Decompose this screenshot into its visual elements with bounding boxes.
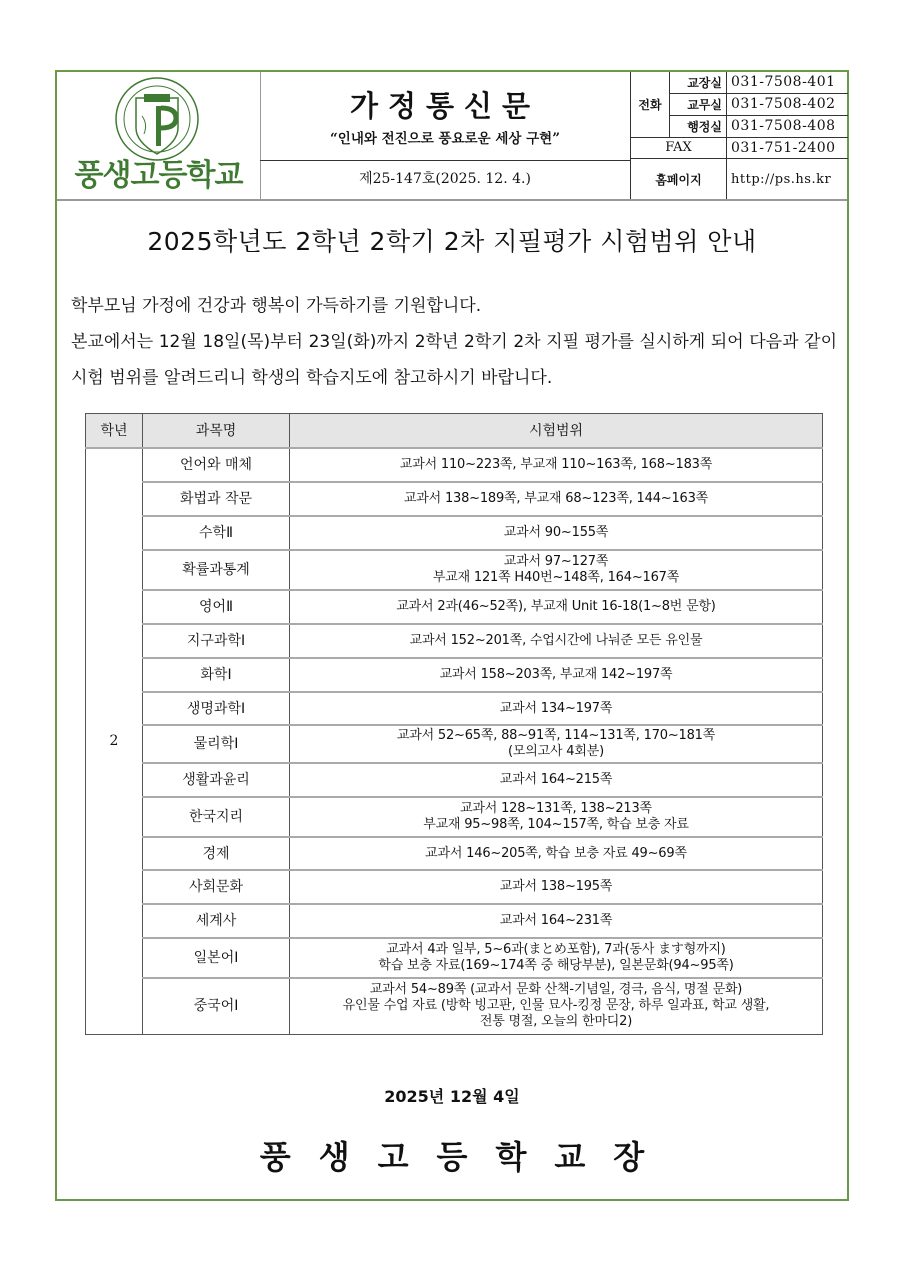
school-emblem-icon <box>114 76 200 162</box>
school-name: 풍생고등학교 <box>74 158 243 193</box>
range-cell: 교과서 97~127쪽 부교재 121쪽 H40번~148쪽, 164~167쪽 <box>290 550 823 590</box>
subject-cell: 생명과학Ⅰ <box>143 692 290 725</box>
subject-cell: 물리학Ⅰ <box>143 725 290 763</box>
page-frame <box>55 70 849 1201</box>
grade-cell: 2 <box>86 448 143 1034</box>
room-admin: 행정실 <box>670 115 727 137</box>
range-cell: 교과서 134~197쪽 <box>290 692 823 725</box>
subject-cell: 사회문화 <box>143 870 290 904</box>
range-cell: 교과서 138~189쪽, 부교재 68~123쪽, 144~163쪽 <box>290 482 823 516</box>
table-row <box>86 870 823 904</box>
subject-cell: 지구과학Ⅰ <box>143 624 290 658</box>
header-grade: 학년 <box>86 414 143 449</box>
range-cell: 교과서 52~65쪽, 88~91쪽, 114~131쪽, 170~181쪽 (모의고사 4회분) <box>290 725 823 763</box>
greeting-line: 학부모님 가정에 건강과 행복이 가득하기를 기원합니다. <box>71 296 482 316</box>
range-cell: 교과서 152~201쪽, 수업시간에 나눠준 모든 유인물 <box>290 624 823 658</box>
range-cell: 교과서 110~223쪽, 부교재 110~163쪽, 168~183쪽 <box>290 448 823 482</box>
subject-cell: 화학Ⅰ <box>143 658 290 692</box>
document-title: 2025학년도 2학년 2학기 2차 지필평가 시험범위 안내 <box>147 227 757 256</box>
school-motto: “인내와 전진으로 풍요로운 세상 구현” <box>330 131 560 147</box>
homepage-link[interactable]: http://ps.hs.kr <box>727 159 849 199</box>
header-range: 시험범위 <box>290 414 823 449</box>
range-cell: 교과서 4과 일부, 5~6과(まとめ포함), 7과(동사 ます형까지) 학습 보충 자료(169~174쪽 중 해당부분), 일본문화(94~95쪽) <box>290 938 823 978</box>
room-academic: 교무실 <box>670 93 727 115</box>
range-cell: 교과서 164~231쪽 <box>290 904 823 938</box>
table-row <box>86 658 823 692</box>
subject-cell: 경제 <box>143 837 290 870</box>
announcement-paragraph: 본교에서는 12월 18일(목)부터 23일(화)까지 2학년 2학기 2차 지필 평가를 실시하게 되어 다음과 같이 시험 범위를 알려드리니 학생의 학습지도에 참고하시기 바랍니다. <box>71 332 837 388</box>
subject-cell: 세계사 <box>143 904 290 938</box>
table-row <box>86 448 823 482</box>
range-cell: 교과서 158~203쪽, 부교재 142~197쪽 <box>290 658 823 692</box>
range-cell: 교과서 90~155쪽 <box>290 516 823 550</box>
table-row <box>86 938 823 978</box>
homepage-label: 홈페이지 <box>631 159 727 199</box>
table-row <box>86 725 823 763</box>
table-row <box>86 978 823 1034</box>
range-cell: 교과서 138~195쪽 <box>290 870 823 904</box>
table-row <box>86 797 823 837</box>
contact-table <box>630 72 848 199</box>
table-row <box>86 763 823 797</box>
intro-text <box>71 288 837 396</box>
table-row <box>86 590 823 624</box>
table-header-row <box>86 414 823 449</box>
table-row <box>86 904 823 938</box>
issue-date: 2025년 12월 4일 <box>384 1087 520 1106</box>
fax-number: 031-751-2400 <box>727 137 849 159</box>
phone-principal: 031-7508-401 <box>727 72 849 93</box>
subject-cell: 한국지리 <box>143 797 290 837</box>
subject-cell: 일본어Ⅰ <box>143 938 290 978</box>
newsletter-header <box>57 72 847 201</box>
table-row <box>86 550 823 590</box>
table-row <box>86 692 823 725</box>
range-cell: 교과서 2과(46~52쪽), 부교재 Unit 16-18(1~8번 문항) <box>290 590 823 624</box>
phone-label: 전화 <box>631 72 670 137</box>
header-subject: 과목명 <box>143 414 290 449</box>
subject-cell: 영어Ⅱ <box>143 590 290 624</box>
title-cell <box>260 72 630 161</box>
range-cell: 교과서 146~205쪽, 학습 보충 자료 49~69쪽 <box>290 837 823 870</box>
table-row <box>86 837 823 870</box>
phone-academic: 031-7508-402 <box>727 93 849 115</box>
range-cell: 교과서 54~89쪽 (교과서 문화 산책-기념일, 경극, 음식, 명절 문화) 유인물 수업 자료 (방학 빙고판, 인물 묘사-킹정 문장, 하루 일과표, 학교 생활, 전통 명절, 오늘의 한마디2) <box>290 978 823 1034</box>
subject-cell: 화법과 작문 <box>143 482 290 516</box>
subject-cell: 중국어Ⅰ <box>143 978 290 1034</box>
table-row <box>86 482 823 516</box>
subject-cell: 수학Ⅱ <box>143 516 290 550</box>
phone-admin: 031-7508-408 <box>727 115 849 137</box>
room-principal: 교장실 <box>670 72 727 93</box>
newsletter-title: 가정통신문 <box>349 89 541 123</box>
principal-signature: 풍생고등학교장 <box>259 1138 673 1176</box>
exam-range-table <box>85 413 823 1035</box>
table-row <box>86 624 823 658</box>
subject-cell: 언어와 매체 <box>143 448 290 482</box>
subject-cell: 생활과윤리 <box>143 763 290 797</box>
subject-cell: 확률과통계 <box>143 550 290 590</box>
range-cell: 교과서 128~131쪽, 138~213쪽 부교재 95~98쪽, 104~157쪽, 학습 보충 자료 <box>290 797 823 837</box>
table-row <box>86 516 823 550</box>
logo-cell <box>57 72 261 199</box>
fax-label: FAX <box>631 137 727 159</box>
issue-number: 제25-147호(2025. 12. 4.) <box>359 171 531 187</box>
range-cell: 교과서 164~215쪽 <box>290 763 823 797</box>
